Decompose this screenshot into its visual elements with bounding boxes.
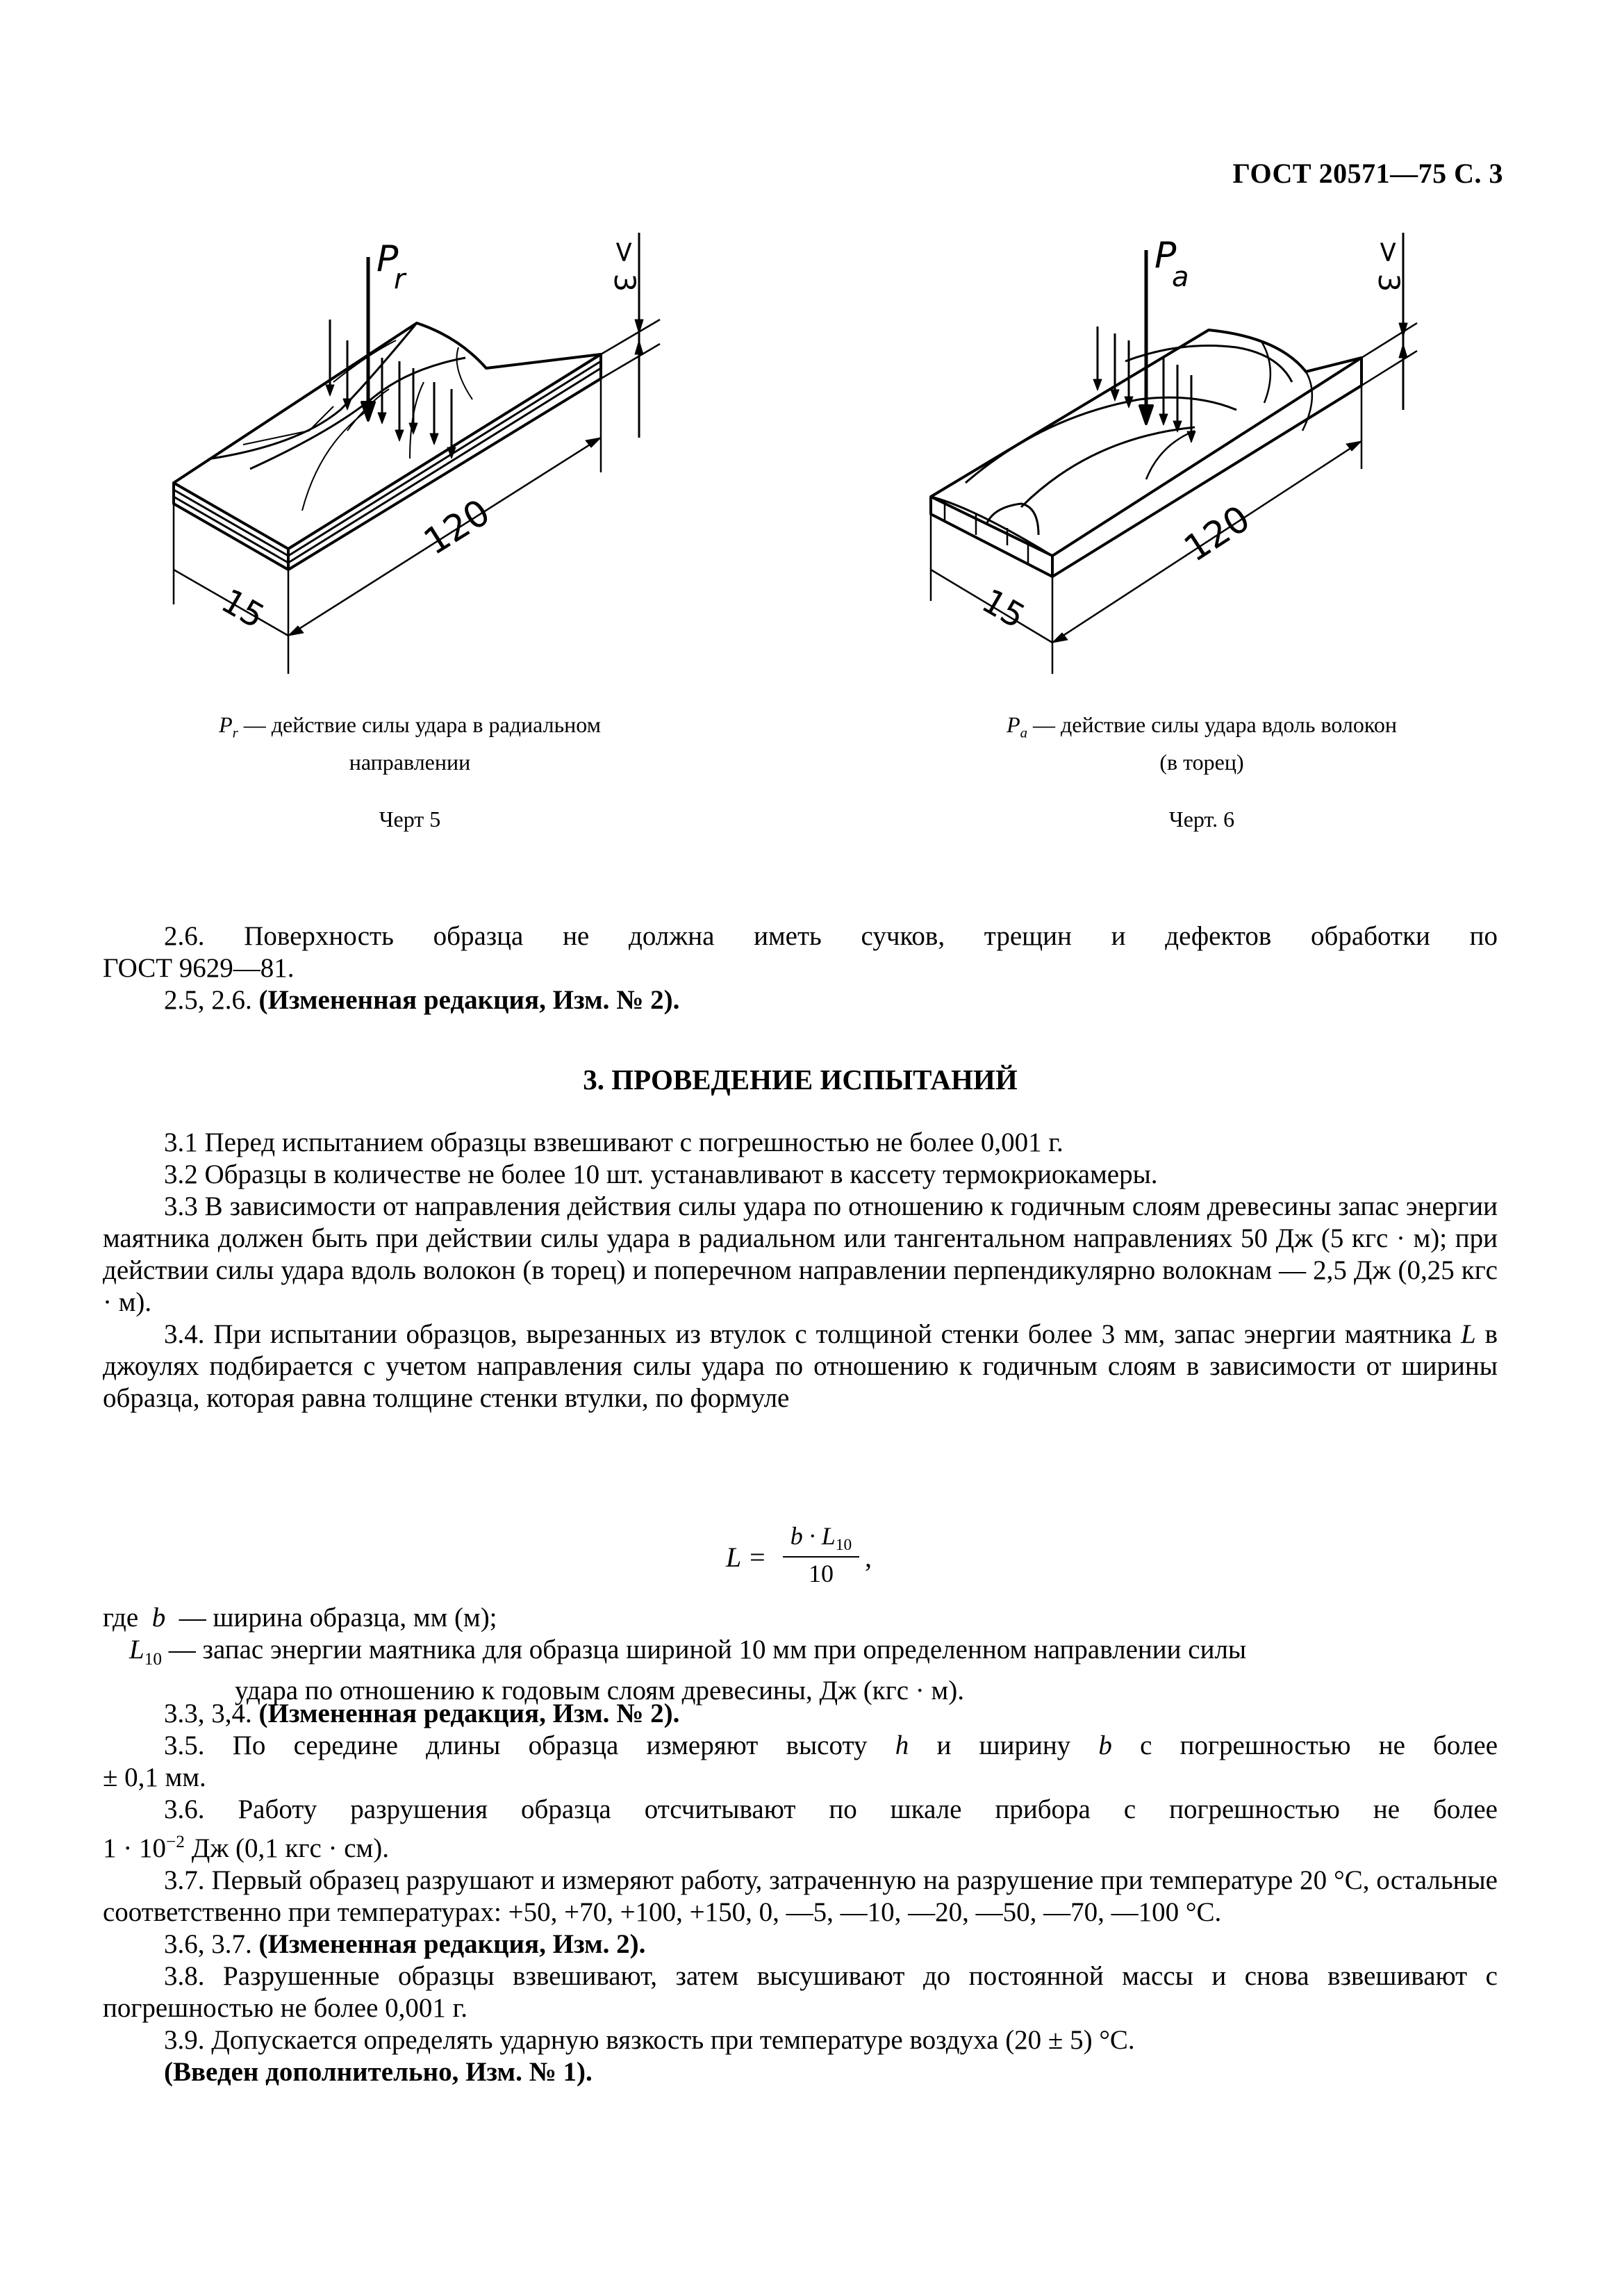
formula-denominator: 10 [809,1560,834,1588]
fig6-caption-symbol: P [1007,712,1020,737]
fig6-caption-line1: — действие силы удара вдоль волокон [1027,712,1397,737]
paragraph-3-4-part-b: в джоулях подбирается с учетом направления силы удара по отношению к годичным слоям в зависимости от ширины образца, которая равна толщине стенки втулки, по формуле [103,1319,1498,1413]
paragraph-3-6-unit: Дж (0,1 кгс · см). [184,1833,389,1863]
paragraph-3-5-line2: ± 0,1 мм. [103,1762,206,1792]
fig5-caption-symbol: P [219,712,233,737]
note-2-5-2-6-prefix: 2.5, 2.6. [164,985,259,1015]
section-3-text-continued [103,1698,1498,2088]
fig6-dim-thickness: > 3 [1372,240,1406,292]
section-2-text [103,920,1498,1016]
figure-5-caption [125,710,695,834]
legend-b-text: — ширина образца, мм (м); [179,1603,497,1633]
note-3-3-3-4-prefix: 3.3, 3,4. [164,1699,259,1728]
note-2-5-2-6-bold: (Измененная редакция, Изм. № 2). [258,985,680,1015]
note-2-5-2-6 [103,984,1498,1016]
paragraph-3-4 [103,1319,1498,1414]
formula-numerator [783,1521,859,1558]
paragraph-2-6-line2: ГОСТ 9629—81. [103,953,295,983]
formula-energy [726,1521,893,1591]
fig5-force-symbol: P [376,238,399,280]
section-3-title: 3. ПРОВЕДЕНИЕ ИСПЫТАНИЙ [583,1064,1018,1096]
fig5-caption-line1: — действие силы удара в радиальном [238,712,601,737]
figure-6-caption [903,710,1500,834]
legend-where-label: где [103,1603,139,1633]
paragraph-3-2: 3.2 Образцы в количестве не более 10 шт. устанавливают в кассету термокриокамеры. [164,1159,1158,1189]
paragraph-3-7: 3.7. Первый образец разрушают и измеряют работу, затраченную на разрушение при температуре 20 °С, остальные соответственно при температурах: +50, +70, +100, +150, 0, —5, —10, —20, —50, —70, —100 °С. [103,1865,1498,1927]
note-3-3-3-4-bold: (Измененная редакция, Изм. № 2). [258,1699,680,1728]
fig5-dim-width: 15 [215,581,271,636]
page-header: ГОСТ 20571—75 С. 3 [1232,158,1503,189]
figure-5-drawing [160,229,688,688]
section-3-text [103,1127,1498,1414]
fig5-caption-sub: r [232,725,238,741]
formula-lhs: L = [726,1542,767,1573]
fig5-force-sub: r [394,263,406,295]
paragraph-3-4-var: L [1460,1319,1476,1349]
formula-comma: , [865,1542,872,1573]
legend-L-text2: удара по отношению к годовым слоям древесины, Дж (кгс · м). [235,1675,964,1706]
fig6-dim-length: 120 [1177,497,1258,570]
legend-L-symbol: L [129,1635,144,1665]
formula-legend [103,1602,1498,1707]
paragraph-3-5 [103,1730,1498,1762]
note-3-9-bold: (Введен дополнительно, Изм. № 1). [164,2057,593,2087]
paragraph-3-9: 3.9. Допускается определять ударную вязкость при температуре воздуха (20 ± 5) °С. [164,2025,1135,2055]
paragraph-3-3: 3.3 В зависимости от направления действия силы удара по отношению к годичным слоям древесины запас энергии маятника должен быть при действии силы удара в радиальном или тангентальном направлениях 50 Дж (5 кгс · м); при действии силы удара вдоль волокон (в торец) и поперечном направлении перпендикулярно волокнам — 2,5 Дж (0,25 кгс · м). [103,1191,1498,1317]
paragraph-3-6: 3.6. Работу разрушения образца отсчитывают по шкале прибора с погрешностью не более [164,1794,1498,1824]
fig6-label: Черт. 6 [1168,807,1235,832]
paragraph-3-6-exponent: −2 [166,1832,185,1851]
fig6-dim-width: 15 [975,581,1032,636]
fig5-dim-length: 120 [417,491,498,564]
paragraph-3-6-line2 [103,1826,1498,1865]
legend-L-sub: 10 [144,1649,163,1669]
paragraph-2-6 [103,920,1498,952]
paragraph-3-5-h: h [895,1731,909,1760]
legend-L-text: — запас энергии маятника для образца шириной 10 мм при определенном направлении силы [168,1635,1247,1665]
fig5-caption-line2: направлении [349,750,471,775]
fig6-caption-line2: (в торец) [1159,750,1244,775]
note-3-6-3-7-bold: (Измененная редакция, Изм. 2). [258,1929,646,1959]
legend-row-L [103,1634,1498,1675]
note-3-9 [103,2056,1498,2088]
figure-6-drawing [917,229,1473,688]
legend-b-symbol: b [151,1603,166,1633]
legend-row-b [103,1602,1498,1634]
note-3-3-3-4 [103,1698,1498,1730]
paragraph-3-5-part-a: 3.5. По середине длины образца измеряют высоту [164,1731,895,1760]
fig6-force-symbol: P [1154,235,1177,276]
fig5-dim-thickness: > 3 [608,240,642,292]
paragraph-3-6-value: 1 · 10 [103,1833,166,1863]
note-3-6-3-7 [103,1929,1498,1960]
formula-numerator-sub: 10 [835,1536,852,1555]
paragraph-3-5-part-c: с погрешностью не более [1111,1731,1498,1760]
paragraph-3-5-b: b [1098,1731,1112,1760]
fig5-label: Черт 5 [379,807,441,832]
paragraph-3-4-part-a: 3.4. При испытании образцов, вырезанных из втулок с толщиной стенки более 3 мм, запас энергии маятника [164,1319,1461,1349]
paragraph-3-1: 3.1 Перед испытанием образцы взвешивают с погрешностью не более 0,001 г. [164,1128,1063,1157]
fig6-force-sub: a [1172,261,1189,293]
paragraph-2-6-line1: 2.6. Поверхность образца не должна иметь сучков, трещин и дефектов обработки по [164,921,1498,951]
paragraph-3-8: 3.8. Разрушенные образцы взвешивают, затем высушивают до постоянной массы и снова взвешивают с погрешностью не более 0,001 г. [103,1961,1498,2023]
note-3-6-3-7-prefix: 3.6, 3.7. [164,1929,259,1959]
formula-fraction [783,1521,859,1588]
paragraph-3-5-part-b: и ширину [909,1731,1099,1760]
fig6-caption-sub: a [1020,725,1028,741]
formula-numerator-text: b · L [790,1522,836,1550]
